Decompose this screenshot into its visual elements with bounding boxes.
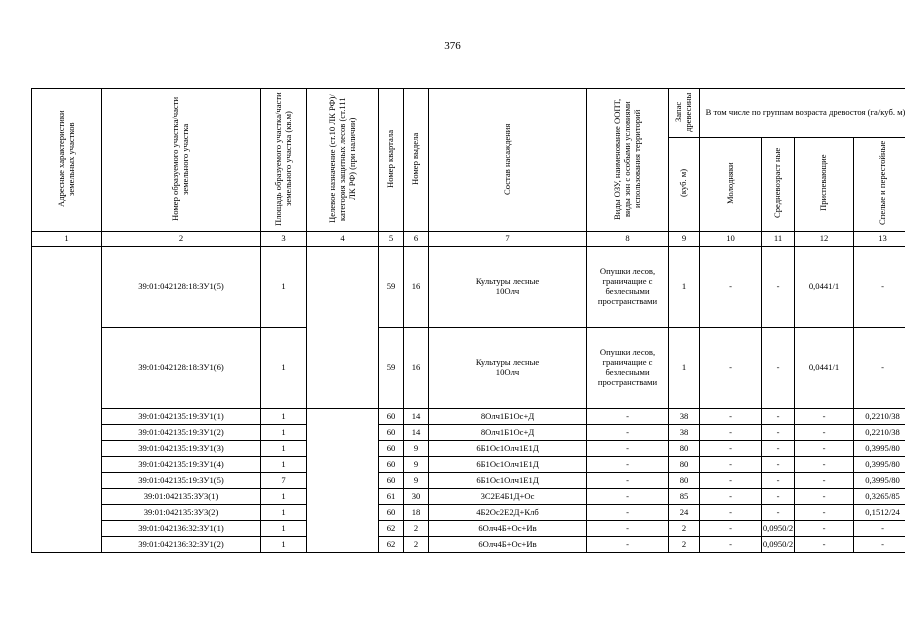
area-cell: 1 (261, 457, 307, 473)
composition-cell: 8Олч1Б1Ос+Д (429, 425, 587, 441)
header-ozu: Виды ОЗУ, наименование ООПТ, виды зон с особыми условиями использования территорий (587, 89, 669, 232)
young-cell: - (700, 247, 762, 328)
mature-cell: - (854, 537, 905, 553)
table-row (32, 425, 905, 441)
header-stock-unit: (куб. м) (669, 138, 700, 232)
mature-cell: - (854, 328, 905, 409)
ozu-cell: - (587, 489, 669, 505)
composition-cell: 6Олч4Б+Ос+Ив (429, 521, 587, 537)
header-young: Молодняки (700, 138, 762, 232)
quarter-cell: 60 (379, 409, 404, 425)
header-area: Площадь образуемого участка/части земельного участка (кв.м) (261, 89, 307, 232)
ozu-cell: - (587, 425, 669, 441)
young-cell: - (700, 457, 762, 473)
young-cell: - (700, 441, 762, 457)
header-plot-number: Номер образуемого участка/части земельного участка (102, 89, 261, 232)
address-cell (32, 247, 102, 553)
composition-cell: 6Б1Ос1Олч1Е1Д (429, 441, 587, 457)
area-cell: 1 (261, 409, 307, 425)
stock-cell: 1 (669, 328, 700, 409)
allotment-cell: 18 (404, 505, 429, 521)
middle-cell: - (762, 409, 795, 425)
ozu-cell: - (587, 441, 669, 457)
area-cell: 1 (261, 328, 307, 409)
header-purpose: Целевое назначение (ст.10 ЛК РФ)/категория защитных лесов (ст.111 ЛК РФ) (при наличии) (307, 89, 379, 232)
table-row (32, 441, 905, 457)
mature-cell: 0,2210/38 (854, 425, 905, 441)
mature-cell: 0,3995/80 (854, 473, 905, 489)
area-cell: 7 (261, 473, 307, 489)
plot-number-cell: 39:01:042135:ЗУ3(2) (102, 505, 261, 521)
mature-cell: - (854, 521, 905, 537)
ripening-cell: 0,0441/1 (795, 328, 854, 409)
quarter-cell: 59 (379, 328, 404, 409)
mature-cell: - (854, 247, 905, 328)
column-number: 10 (700, 232, 762, 247)
plot-number-cell: 39:01:042135:19:ЗУ1(4) (102, 457, 261, 473)
stock-cell: 80 (669, 457, 700, 473)
young-cell: - (700, 328, 762, 409)
plot-number-cell: 39:01:042135:19:ЗУ1(1) (102, 409, 261, 425)
young-cell: - (700, 505, 762, 521)
stock-cell: 80 (669, 473, 700, 489)
mature-cell: 0,3995/80 (854, 457, 905, 473)
header-ripening: Приспевающие (795, 138, 854, 232)
column-number: 1 (32, 232, 102, 247)
allotment-cell: 9 (404, 457, 429, 473)
mature-cell: 0,1512/24 (854, 505, 905, 521)
column-number: 4 (307, 232, 379, 247)
plot-number-cell: 39:01:042135:19:ЗУ1(3) (102, 441, 261, 457)
ripening-cell: - (795, 489, 854, 505)
header-quarter: Номер квартала (379, 89, 404, 232)
composition-cell: 6Б1Ос1Олч1Е1Д (429, 473, 587, 489)
mature-cell: 0,3265/85 (854, 489, 905, 505)
composition-cell: 8Олч1Б1Ос+Д (429, 409, 587, 425)
area-cell: 1 (261, 425, 307, 441)
middle-cell: - (762, 473, 795, 489)
ozu-cell: - (587, 505, 669, 521)
quarter-cell: 60 (379, 473, 404, 489)
young-cell: - (700, 425, 762, 441)
ripening-cell: - (795, 441, 854, 457)
table-row (32, 473, 905, 489)
stock-cell: 38 (669, 425, 700, 441)
purpose-cell (307, 409, 379, 553)
stock-cell: 1 (669, 247, 700, 328)
allotment-cell: 2 (404, 521, 429, 537)
header-age-groups: В том числе по группам возраста древостоя (га/куб. м) (700, 89, 905, 138)
middle-cell: - (762, 457, 795, 473)
ripening-cell: - (795, 473, 854, 489)
column-number: 11 (762, 232, 795, 247)
composition-cell: 6Олч4Б+Ос+Ив (429, 537, 587, 553)
composition-cell: 3С2Е4Б1Д+Ос (429, 489, 587, 505)
ripening-cell: - (795, 409, 854, 425)
composition-cell: 4Б2Ос2Е2Д+Клб (429, 505, 587, 521)
column-number: 5 (379, 232, 404, 247)
allotment-cell: 16 (404, 328, 429, 409)
ripening-cell: - (795, 537, 854, 553)
column-number: 9 (669, 232, 700, 247)
ripening-cell: - (795, 425, 854, 441)
column-number: 12 (795, 232, 854, 247)
column-number: 13 (854, 232, 905, 247)
stock-cell: 85 (669, 489, 700, 505)
ripening-cell: - (795, 457, 854, 473)
ozu-cell: - (587, 537, 669, 553)
young-cell: - (700, 521, 762, 537)
ripening-cell: 0,0441/1 (795, 247, 854, 328)
allotment-cell: 9 (404, 441, 429, 457)
middle-cell: - (762, 425, 795, 441)
area-cell: 1 (261, 505, 307, 521)
plot-number-cell: 39:01:042128:18:ЗУ1(5) (102, 247, 261, 328)
plot-number-cell: 39:01:042135:19:ЗУ1(2) (102, 425, 261, 441)
table-row (32, 409, 905, 425)
table-row (32, 247, 905, 328)
plot-number-cell: 39:01:042136:32:ЗУ1(2) (102, 537, 261, 553)
quarter-cell: 61 (379, 489, 404, 505)
quarter-cell: 60 (379, 441, 404, 457)
ripening-cell: - (795, 521, 854, 537)
middle-cell: - (762, 247, 795, 328)
ozu-cell: - (587, 457, 669, 473)
table-row (32, 537, 905, 553)
table-row (32, 328, 905, 409)
allotment-cell: 9 (404, 473, 429, 489)
column-number-row (32, 232, 905, 247)
ozu-cell: - (587, 473, 669, 489)
header-mature: Спелые и перестойные (854, 138, 905, 232)
ozu-cell: - (587, 521, 669, 537)
header-address: Адресные характеристики земельных участков (32, 89, 102, 232)
area-cell: 1 (261, 441, 307, 457)
table-body (32, 247, 905, 553)
page-number: 376 (444, 40, 461, 52)
composition-cell: Культуры лесные 10Олч (429, 247, 587, 328)
allotment-cell: 14 (404, 409, 429, 425)
stock-cell: 24 (669, 505, 700, 521)
allotment-cell: 16 (404, 247, 429, 328)
allotment-cell: 14 (404, 425, 429, 441)
ozu-cell: Опушки лесов, граничащие с безлесными пространствами (587, 247, 669, 328)
header-middle: Средневозраст ные (762, 138, 795, 232)
column-number: 8 (587, 232, 669, 247)
area-cell: 1 (261, 489, 307, 505)
area-cell: 1 (261, 537, 307, 553)
header-allotment: Номер выдела (404, 89, 429, 232)
area-cell: 1 (261, 521, 307, 537)
plot-number-cell: 39:01:042136:32:ЗУ1(1) (102, 521, 261, 537)
allotment-cell: 30 (404, 489, 429, 505)
plot-number-cell: 39:01:042135:ЗУ3(1) (102, 489, 261, 505)
table-row (32, 457, 905, 473)
young-cell: - (700, 409, 762, 425)
table-row (32, 505, 905, 521)
middle-cell: - (762, 489, 795, 505)
allotment-cell: 2 (404, 537, 429, 553)
mature-cell: 0,3995/80 (854, 441, 905, 457)
table-row (32, 489, 905, 505)
composition-cell: 6Б1Ос1Олч1Е1Д (429, 457, 587, 473)
ozu-cell: Опушки лесов, граничащие с безлесными пространствами (587, 328, 669, 409)
quarter-cell: 60 (379, 425, 404, 441)
young-cell: - (700, 473, 762, 489)
area-cell: 1 (261, 247, 307, 328)
header-row-1 (32, 89, 905, 138)
quarter-cell: 62 (379, 521, 404, 537)
forest-plots-table (31, 88, 905, 553)
plot-number-cell: 39:01:042128:18:ЗУ1(6) (102, 328, 261, 409)
quarter-cell: 60 (379, 505, 404, 521)
middle-cell: 0,0950/2 (762, 521, 795, 537)
quarter-cell: 62 (379, 537, 404, 553)
middle-cell: - (762, 328, 795, 409)
column-number: 7 (429, 232, 587, 247)
stock-cell: 2 (669, 521, 700, 537)
plot-number-cell: 39:01:042135:19:ЗУ1(5) (102, 473, 261, 489)
column-number: 3 (261, 232, 307, 247)
purpose-cell (307, 247, 379, 409)
middle-cell: - (762, 441, 795, 457)
stock-cell: 2 (669, 537, 700, 553)
composition-cell: Культуры лесные 10Олч (429, 328, 587, 409)
mature-cell: 0,2210/38 (854, 409, 905, 425)
young-cell: - (700, 537, 762, 553)
ripening-cell: - (795, 505, 854, 521)
middle-cell: - (762, 505, 795, 521)
stock-cell: 80 (669, 441, 700, 457)
table-row (32, 521, 905, 537)
stock-cell: 38 (669, 409, 700, 425)
young-cell: - (700, 489, 762, 505)
ozu-cell: - (587, 409, 669, 425)
column-number: 6 (404, 232, 429, 247)
header-stock: Запас древесины (669, 89, 700, 138)
header-composition: Состав насаждения (429, 89, 587, 232)
column-number: 2 (102, 232, 261, 247)
quarter-cell: 59 (379, 247, 404, 328)
middle-cell: 0,0950/2 (762, 537, 795, 553)
quarter-cell: 60 (379, 457, 404, 473)
